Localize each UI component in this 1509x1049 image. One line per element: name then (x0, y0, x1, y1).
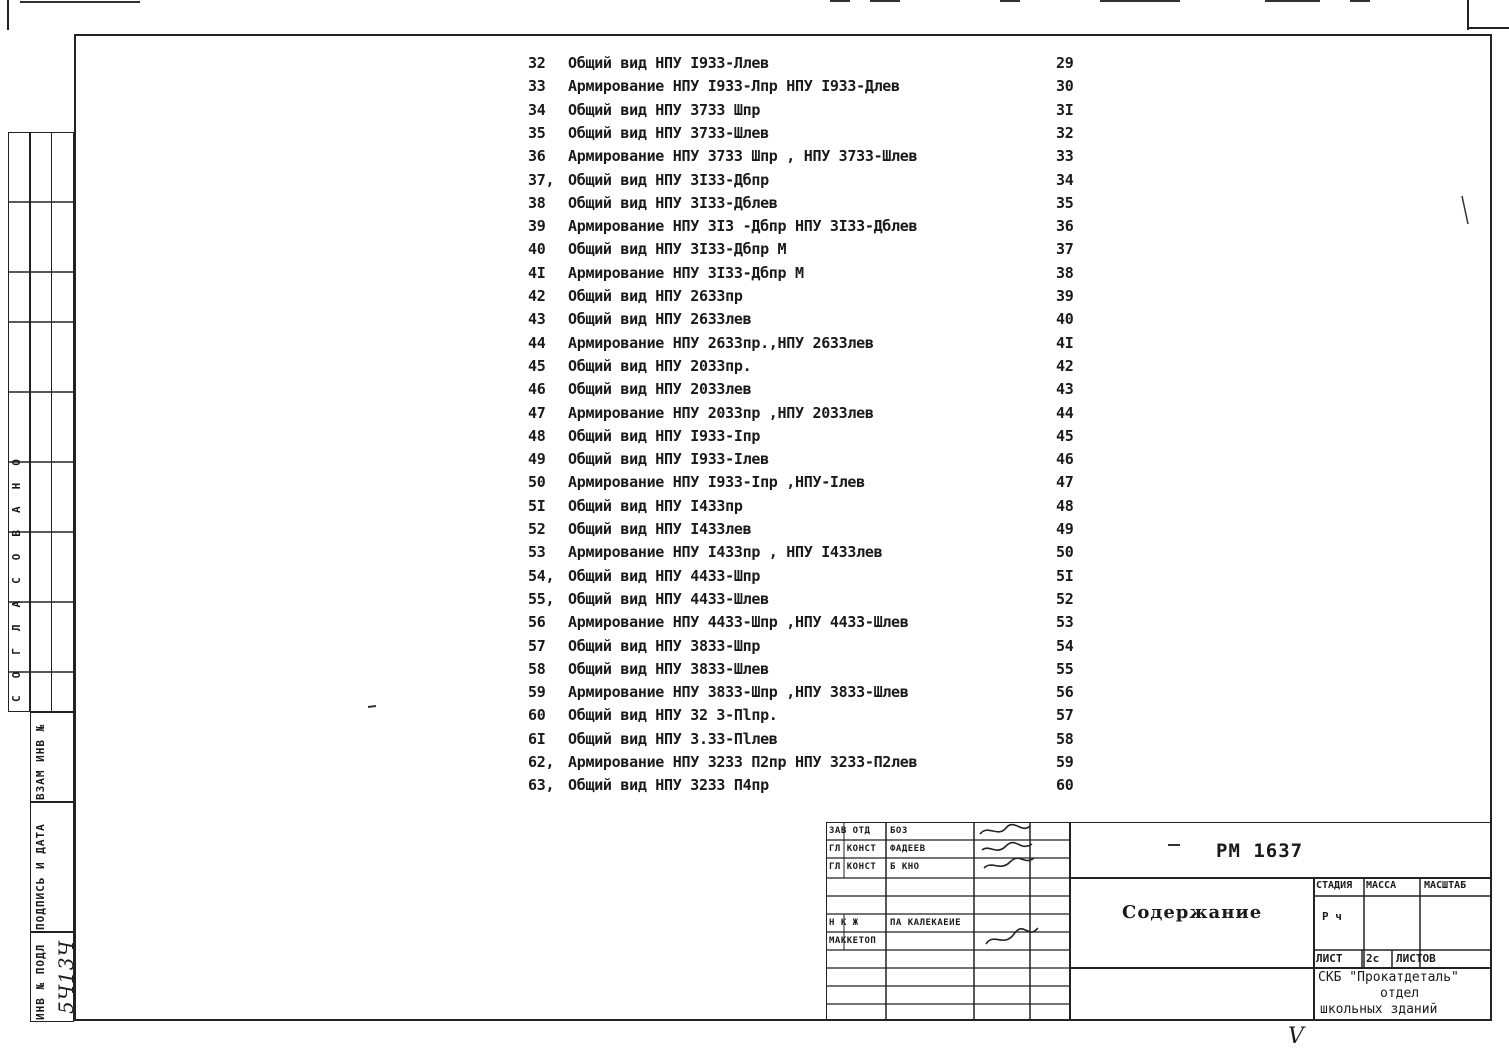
contents-row (528, 450, 1088, 473)
item-number: 58 (528, 659, 546, 678)
item-number: 57 (528, 636, 546, 655)
item-number: 4I (528, 263, 546, 282)
org-line-1: СКБ "Прокатдеталь" (1318, 970, 1459, 985)
item-number: 62, (528, 753, 555, 771)
item-title: Общий вид НПУ 2033пр. (568, 356, 752, 375)
role-2: ГЛ КОНСТ (829, 844, 877, 854)
sheet-title: Содержание (1122, 902, 1263, 923)
item-title: Общий вид НПУ 3I33-Дбпр (568, 170, 769, 189)
item-number: 35 (528, 123, 546, 142)
item-page: 58 (1056, 729, 1074, 748)
item-title: Общий вид НПУ 2633пр (568, 287, 743, 305)
sign-date-label: ПОДПИСЬ И ДАТА (34, 823, 47, 930)
item-page: 29 (1056, 54, 1074, 72)
contents-row (528, 473, 1088, 496)
item-page: 50 (1056, 543, 1074, 562)
contents-row (528, 753, 1088, 776)
item-page: 35 (1056, 193, 1074, 212)
item-title: Общий вид НПУ 3233 П4пр (568, 776, 769, 795)
name-5: ПА КАЛЕКАЕИЕ (890, 918, 962, 928)
item-title: Армирование НПУ 3I3 -Дбпр НПУ 3I33-Дблев (568, 217, 918, 236)
name-2: ФАДЕЕВ (890, 844, 926, 854)
contents-row (528, 520, 1088, 543)
doc-code: РМ 1637 (1216, 840, 1304, 862)
item-page: 57 (1056, 706, 1074, 725)
contents-row (528, 543, 1088, 566)
item-number: 37, (528, 170, 555, 189)
stage-label: СТАДИЯ (1316, 880, 1353, 891)
role-1: ЗАВ ОТД (829, 826, 871, 836)
item-number: 42 (528, 287, 546, 305)
item-title: Общий вид НПУ I933-Ллев (568, 54, 769, 72)
item-title: Общий вид НПУ 3I33-Дблев (568, 193, 778, 212)
contents-row (528, 217, 1088, 240)
inv-orig-label: ИНВ № ПОДЛ (34, 943, 47, 1020)
item-number: 32 (528, 54, 546, 72)
contents-row (528, 54, 1088, 77)
item-title: Армирование НПУ 3233 П2пр НПУ 3233-П2лев (568, 753, 918, 771)
item-page: 36 (1056, 217, 1074, 236)
contents-row (528, 357, 1088, 380)
item-page: 40 (1056, 310, 1074, 329)
item-title: Армирование НПУ 3I33-Дбпр М (568, 263, 804, 282)
item-number: 52 (528, 520, 546, 538)
contents-row (528, 730, 1088, 753)
item-page: 39 (1056, 287, 1074, 305)
item-page: 47 (1056, 473, 1074, 492)
item-number: 60 (528, 706, 546, 725)
org-line-2: отдел (1380, 986, 1420, 1001)
item-page: 38 (1056, 263, 1074, 282)
title-block (826, 822, 1492, 1021)
mass-label: МАССА (1366, 880, 1397, 891)
contents-row (528, 776, 1088, 799)
item-number: 54, (528, 566, 555, 585)
org-line-3: школьных зданий (1320, 1002, 1438, 1017)
role-6: МАККЕТОП (829, 936, 877, 946)
name-3: Б КНО (890, 862, 920, 872)
item-number: 33 (528, 77, 546, 96)
role-3: ГЛ КОНСТ (829, 862, 877, 872)
item-title: Общий вид НПУ 4433-Шлев (568, 589, 769, 608)
inv-no-label: ВЗАМ ИНВ № (34, 723, 47, 800)
item-number: 40 (528, 240, 546, 259)
item-title: Общий вид НПУ 3733-Шлев (568, 123, 769, 142)
item-page: 3I (1056, 100, 1074, 119)
item-title: Общий вид НПУ 3I33-Дбпр М (568, 240, 787, 259)
item-title: Общий вид НПУ 3733 Шпр (568, 100, 761, 119)
contents-row (528, 334, 1088, 357)
item-number: 55, (528, 589, 555, 608)
sheet-value: 2с (1366, 952, 1380, 965)
item-page: 53 (1056, 613, 1074, 632)
contents-row (528, 147, 1088, 170)
item-page: 46 (1056, 450, 1074, 469)
item-number: 39 (528, 217, 546, 236)
signature-marks (976, 822, 1046, 952)
item-title: Общий вид НПУ 2033лев (568, 380, 752, 399)
contents-row (528, 101, 1088, 124)
contents-row (528, 497, 1088, 520)
item-page: 34 (1056, 170, 1074, 189)
inv-orig-value: 5Ч13Ч (54, 939, 78, 1014)
contents-row (528, 287, 1088, 310)
contents-row (528, 660, 1088, 683)
item-page: 55 (1056, 659, 1074, 678)
item-number: 50 (528, 473, 546, 492)
item-title: Армирование НПУ 3833-Шпр ,НПУ 3833-Шлев (568, 683, 909, 702)
item-title: Общий вид НПУ 2633лев (568, 310, 752, 329)
contents-row (528, 683, 1088, 706)
item-title: Общий вид НПУ I933-Iпр (568, 426, 761, 445)
item-number: 46 (528, 380, 546, 399)
item-title: Общий вид НПУ 4433-Шпр (568, 566, 761, 585)
contents-row (528, 404, 1088, 427)
item-number: 63, (528, 776, 555, 795)
item-title: Общий вид НПУ I433лев (568, 520, 752, 538)
contents-row (528, 124, 1088, 147)
item-title: Общий вид НПУ 32 3-Пlпр. (568, 706, 778, 725)
item-number: 43 (528, 310, 546, 329)
contents-row (528, 637, 1088, 660)
contents-row (528, 240, 1088, 263)
contents-row (528, 590, 1088, 613)
item-number: 6I (528, 729, 546, 748)
item-number: 36 (528, 147, 546, 166)
contents-row (528, 194, 1088, 217)
footer-mark: V (1288, 1024, 1304, 1049)
item-number: 38 (528, 193, 546, 212)
item-title: Общий вид НПУ 3833-Шлев (568, 659, 769, 678)
item-page: 52 (1056, 589, 1074, 608)
item-page: 56 (1056, 683, 1074, 702)
contents-row (528, 310, 1088, 333)
item-page: 44 (1056, 403, 1074, 422)
item-number: 56 (528, 613, 546, 632)
contents-row (528, 706, 1088, 729)
item-page: 43 (1056, 380, 1074, 399)
item-page: 60 (1056, 776, 1074, 795)
contents-row (528, 567, 1088, 590)
item-title: Общий вид НПУ 3.33-Пlлев (568, 729, 778, 748)
item-page: 49 (1056, 520, 1074, 538)
item-number: 59 (528, 683, 546, 702)
role-5: Н К Ж (829, 918, 859, 928)
item-title: Армирование НПУ I933-Лпр НПУ I933-Длев (568, 77, 900, 96)
sheet-label: ЛИСТ (1316, 952, 1343, 965)
contents-row (528, 613, 1088, 636)
item-number: 44 (528, 333, 546, 352)
name-1: БОЗ (890, 826, 908, 836)
contents-row (528, 171, 1088, 194)
contents-row (528, 380, 1088, 403)
item-page: 4I (1056, 333, 1074, 352)
item-title: Общий вид НПУ I433пр (568, 496, 743, 515)
scale-label: МАСШТАБ (1424, 880, 1467, 891)
item-page: 37 (1056, 240, 1074, 259)
item-page: 32 (1056, 123, 1074, 142)
item-number: 53 (528, 543, 546, 562)
stage-value: Р ч (1322, 910, 1342, 923)
item-title: Армирование НПУ 4433-Шпр ,НПУ 4433-Шлев (568, 613, 909, 632)
item-number: 34 (528, 100, 546, 119)
contents-row (528, 427, 1088, 450)
item-page: 33 (1056, 147, 1074, 166)
item-number: 49 (528, 450, 546, 469)
item-title: Армирование НПУ 2033пр ,НПУ 2033лев (568, 403, 874, 422)
item-title: Армирование НПУ I433пр , НПУ I433лев (568, 543, 883, 562)
agreed-label: СОГЛАСОВАНО (10, 442, 23, 702)
item-number: 47 (528, 403, 546, 422)
item-page: 5I (1056, 566, 1074, 585)
item-page: 45 (1056, 426, 1074, 445)
item-title: Армирование НПУ I933-Iпр ,НПУ-Iлев (568, 473, 865, 492)
item-number: 45 (528, 356, 546, 375)
sheets-label: ЛИСТОВ (1396, 952, 1436, 965)
item-page: 42 (1056, 356, 1074, 375)
item-title: Армирование НПУ 2633пр.,НПУ 2633лев (568, 333, 874, 352)
item-page: 54 (1056, 636, 1074, 655)
item-number: 5I (528, 496, 546, 515)
item-title: Общий вид НПУ I933-Iлев (568, 450, 769, 469)
item-number: 48 (528, 426, 546, 445)
item-title: Армирование НПУ 3733 Шпр , НПУ 3733-Шлев (568, 147, 918, 166)
item-page: 48 (1056, 496, 1074, 515)
item-title: Общий вид НПУ 3833-Шпр (568, 636, 761, 655)
item-page: 59 (1056, 753, 1074, 771)
item-page: 30 (1056, 77, 1074, 96)
contents-row (528, 77, 1088, 100)
contents-row (528, 264, 1088, 287)
